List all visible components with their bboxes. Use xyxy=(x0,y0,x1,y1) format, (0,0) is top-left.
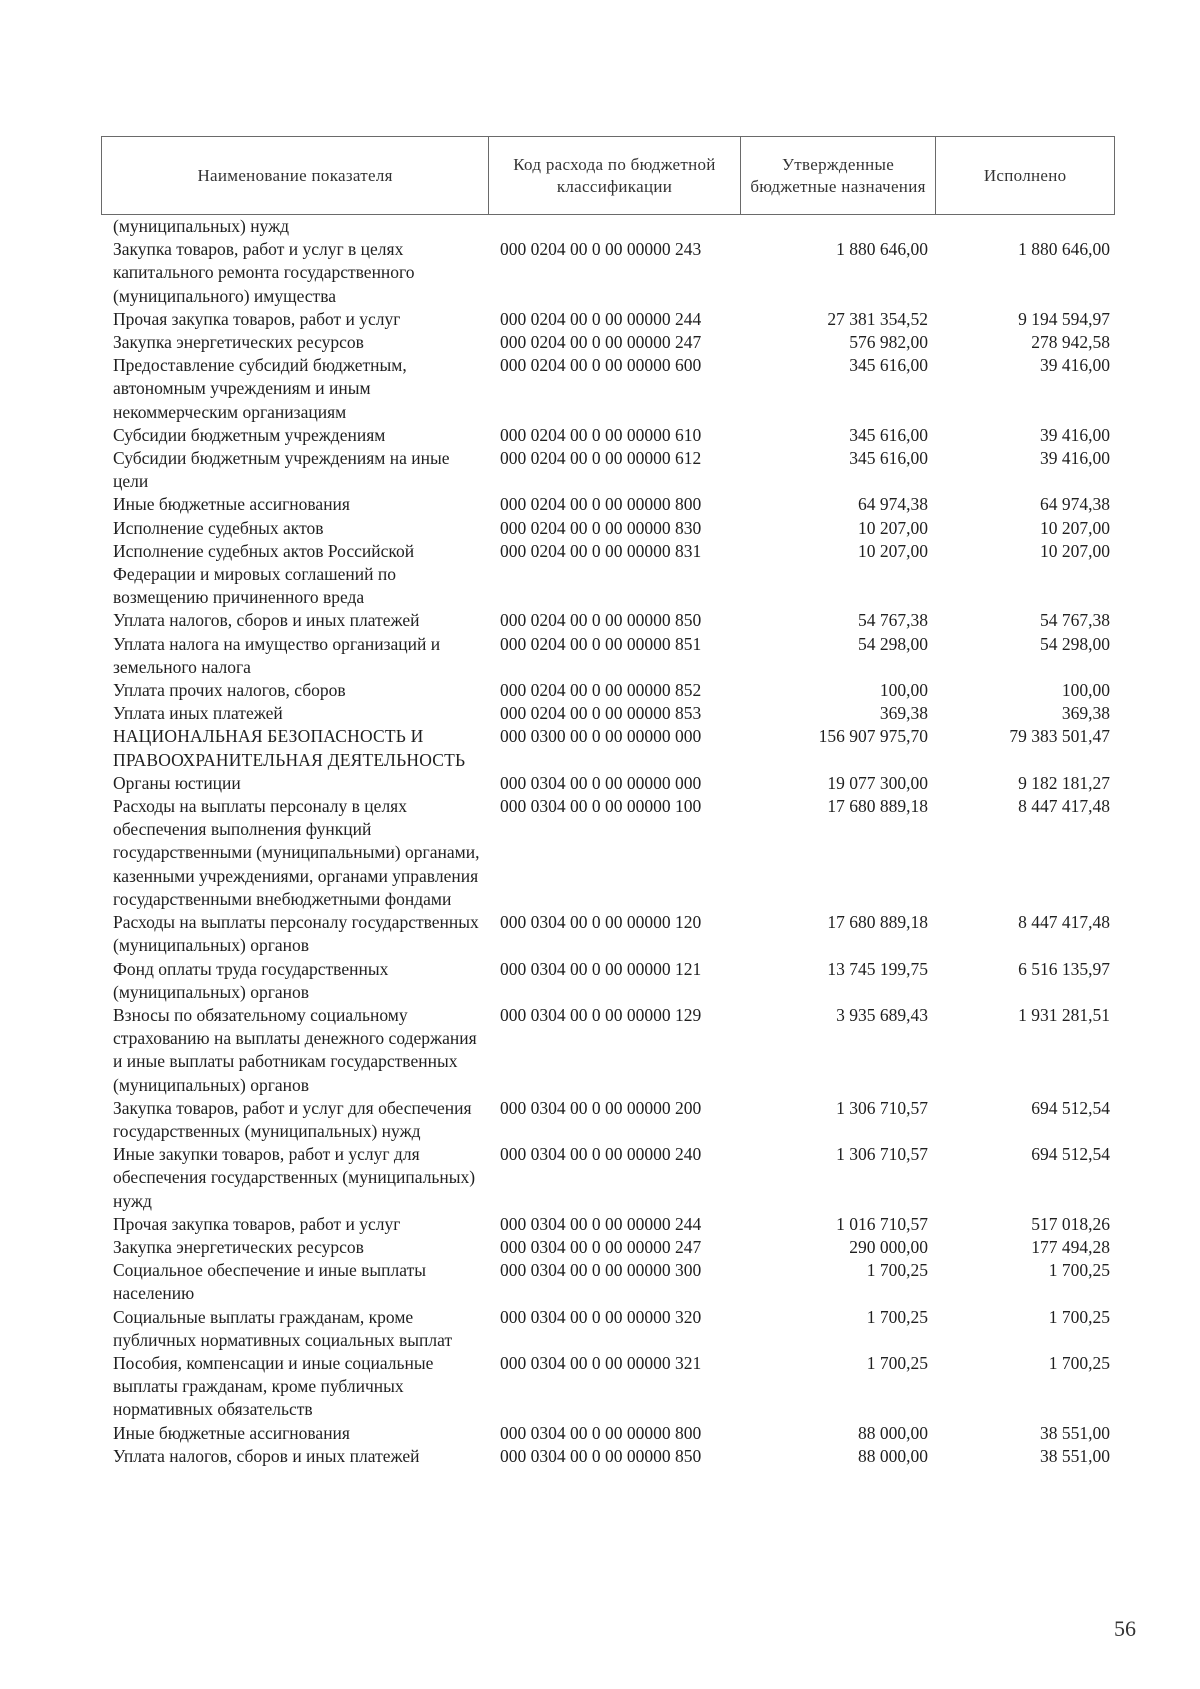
row-executed: 1 700,25 xyxy=(1048,1352,1110,1373)
table-row xyxy=(113,354,1113,424)
table-row xyxy=(113,308,1113,331)
row-name: Исполнение судебных актов Российской Федерации и мировых соглашений по возмещению причиненного вреда xyxy=(113,540,415,608)
table-row xyxy=(113,424,1113,447)
table-row xyxy=(113,609,1113,632)
row-approved: 10 207,00 xyxy=(858,517,928,538)
row-code: 000 0300 00 0 00 00000 000 xyxy=(500,726,702,747)
row-approved: 1 700,25 xyxy=(866,1352,928,1373)
row-executed: 369,38 xyxy=(1061,703,1110,724)
table-row xyxy=(113,540,1113,610)
row-name: Уплата налогов, сборов и иных платежей xyxy=(113,610,420,631)
row-executed: 39 416,00 xyxy=(1040,355,1110,376)
row-name: Закупка товаров, работ и услуг в целях капитального ремонта государственного (муниципального) имущества xyxy=(113,239,415,306)
row-name: Иные бюджетные ассигнования xyxy=(113,494,350,515)
row-name: Расходы на выплаты персоналу государственных (муниципальных) органов xyxy=(113,912,479,956)
row-code: 000 0304 00 0 00 00000 300 xyxy=(500,1260,702,1281)
row-code: 000 0204 00 0 00 00000 243 xyxy=(500,239,702,260)
row-name: Закупка товаров, работ и услуг для обеспечения государственных (муниципальных) нужд xyxy=(113,1097,472,1141)
row-approved: 1 016 710,57 xyxy=(836,1213,928,1234)
row-approved: 54 767,38 xyxy=(858,610,928,631)
table-row xyxy=(113,702,1113,725)
row-code: 000 0304 00 0 00 00000 247 xyxy=(500,1236,702,1257)
row-name: Предоставление субсидий бюджетным, автономным учреждениям и иным некоммерческим организациям xyxy=(113,355,407,422)
row-name: Уплата прочих налогов, сборов xyxy=(113,680,346,701)
row-code: 000 0304 00 0 00 00000 129 xyxy=(500,1004,702,1025)
row-code: 000 0304 00 0 00 00000 800 xyxy=(500,1422,702,1443)
row-approved: 369,38 xyxy=(879,703,928,724)
row-name: Субсидии бюджетным учреждениям на иные цели xyxy=(113,448,450,492)
table-row xyxy=(113,331,1113,354)
row-code: 000 0304 00 0 00 00000 121 xyxy=(500,958,702,979)
table-row xyxy=(113,1213,1113,1236)
row-name: Закупка энергетических ресурсов xyxy=(113,332,364,353)
row-name: Социальное обеспечение и иные выплаты населению xyxy=(113,1260,427,1304)
row-executed: 6 516 135,97 xyxy=(1018,958,1110,979)
row-code: 000 0304 00 0 00 00000 120 xyxy=(500,912,702,933)
row-executed: 38 551,00 xyxy=(1040,1422,1110,1443)
table-row xyxy=(113,1445,1113,1468)
row-name: Уплата иных платежей xyxy=(113,703,283,724)
row-executed: 1 931 281,51 xyxy=(1018,1004,1110,1025)
row-name: Социальные выплаты гражданам, кроме публичных нормативных социальных выплат xyxy=(113,1306,453,1350)
row-code: 000 0304 00 0 00 00000 100 xyxy=(500,796,702,817)
row-executed: 38 551,00 xyxy=(1040,1445,1110,1466)
row-name: Субсидии бюджетным учреждениям xyxy=(113,424,386,445)
row-code: 000 0304 00 0 00 00000 000 xyxy=(500,772,702,793)
table-row xyxy=(113,772,1113,795)
row-name: Прочая закупка товаров, работ и услуг xyxy=(113,308,401,329)
row-executed: 177 494,28 xyxy=(1031,1236,1110,1257)
row-name: НАЦИОНАЛЬНАЯ БЕЗОПАСНОСТЬ И ПРАВООХРАНИТЕЛЬНАЯ ДЕЯТЕЛЬНОСТЬ xyxy=(113,726,466,770)
row-approved: 10 207,00 xyxy=(858,540,928,561)
row-approved: 64 974,38 xyxy=(858,494,928,515)
row-approved: 345 616,00 xyxy=(849,424,928,445)
row-executed: 10 207,00 xyxy=(1040,517,1110,538)
row-name: Закупка энергетических ресурсов xyxy=(113,1236,364,1257)
table-header xyxy=(101,136,1115,215)
row-executed: 8 447 417,48 xyxy=(1018,796,1110,817)
row-name: Уплата налога на имущество организаций и земельного налога xyxy=(113,633,441,677)
row-executed: 9 182 181,27 xyxy=(1018,772,1110,793)
row-name: Взносы по обязательному социальному страхованию на выплаты денежного содержания и иные выплаты работникам государственных (муниципальных) органов xyxy=(113,1004,477,1095)
row-approved: 1 700,25 xyxy=(866,1306,928,1327)
row-name: Уплата налогов, сборов и иных платежей xyxy=(113,1445,420,1466)
row-executed: 1 700,25 xyxy=(1048,1260,1110,1281)
row-name: Расходы на выплаты персоналу в целях обеспечения выполнения функций государственными (муниципальными) органами, казенными учреждениями, органами управления государственными внебюджетными фондами xyxy=(113,796,480,909)
row-code: 000 0304 00 0 00 00000 244 xyxy=(500,1213,702,1234)
row-approved: 27 381 354,52 xyxy=(827,308,928,329)
row-approved: 1 306 710,57 xyxy=(836,1144,928,1165)
row-code: 000 0204 00 0 00 00000 610 xyxy=(500,424,702,445)
row-name: Фонд оплаты труда государственных (муниципальных) органов xyxy=(113,958,389,1002)
table-row xyxy=(113,1259,1113,1305)
row-executed: 8 447 417,48 xyxy=(1018,912,1110,933)
row-code: 000 0204 00 0 00 00000 600 xyxy=(500,355,702,376)
row-executed: 39 416,00 xyxy=(1040,448,1110,469)
row-code: 000 0204 00 0 00 00000 852 xyxy=(500,680,702,701)
row-name: Иные закупки товаров, работ и услуг для обеспечения государственных (муниципальных) нужд xyxy=(113,1144,476,1211)
row-approved: 345 616,00 xyxy=(849,355,928,376)
row-approved: 576 982,00 xyxy=(849,332,928,353)
table-row xyxy=(113,1422,1113,1445)
row-approved: 1 306 710,57 xyxy=(836,1097,928,1118)
table-row xyxy=(113,493,1113,516)
row-code: 000 0204 00 0 00 00000 831 xyxy=(500,540,702,561)
row-executed: 54 767,38 xyxy=(1040,610,1110,631)
row-approved: 54 298,00 xyxy=(858,633,928,654)
row-approved: 345 616,00 xyxy=(849,448,928,469)
table-row xyxy=(113,517,1113,540)
row-code: 000 0204 00 0 00 00000 830 xyxy=(500,517,702,538)
row-executed: 1 880 646,00 xyxy=(1018,239,1110,260)
header-code-column: Код расхода по бюджетной классификации xyxy=(489,137,741,214)
table-row xyxy=(113,679,1113,702)
row-name: Исполнение судебных актов xyxy=(113,517,324,538)
row-approved: 3 935 689,43 xyxy=(836,1004,928,1025)
row-executed: 39 416,00 xyxy=(1040,424,1110,445)
row-code: 000 0204 00 0 00 00000 853 xyxy=(500,703,702,724)
header-name-column: Наименование показателя xyxy=(102,137,489,214)
table-row xyxy=(113,1236,1113,1259)
row-code: 000 0204 00 0 00 00000 851 xyxy=(500,633,702,654)
table-row xyxy=(113,725,1113,771)
table-row xyxy=(113,958,1113,1004)
row-code: 000 0304 00 0 00 00000 320 xyxy=(500,1306,702,1327)
row-approved: 88 000,00 xyxy=(858,1422,928,1443)
row-executed: 54 298,00 xyxy=(1040,633,1110,654)
row-executed: 9 194 594,97 xyxy=(1018,308,1110,329)
row-name: (муниципальных) нужд xyxy=(113,216,290,236)
row-code: 000 0304 00 0 00 00000 240 xyxy=(500,1144,702,1165)
row-approved: 156 907 975,70 xyxy=(818,726,928,747)
table-row xyxy=(113,633,1113,679)
row-approved: 13 745 199,75 xyxy=(827,958,928,979)
row-name: Органы юстиции xyxy=(113,772,241,793)
row-approved: 19 077 300,00 xyxy=(827,772,928,793)
table-row xyxy=(113,1097,1113,1143)
row-code: 000 0204 00 0 00 00000 850 xyxy=(500,610,702,631)
row-name: Прочая закупка товаров, работ и услуг xyxy=(113,1213,401,1234)
row-executed: 64 974,38 xyxy=(1040,494,1110,515)
table-row xyxy=(113,1143,1113,1213)
row-code: 000 0204 00 0 00 00000 247 xyxy=(500,332,702,353)
table-row xyxy=(113,447,1113,493)
table-row xyxy=(113,238,1113,308)
row-approved: 100,00 xyxy=(879,680,928,701)
row-approved: 1 700,25 xyxy=(866,1260,928,1281)
row-code: 000 0204 00 0 00 00000 800 xyxy=(500,494,702,515)
row-approved: 17 680 889,18 xyxy=(827,796,928,817)
row-code: 000 0304 00 0 00 00000 321 xyxy=(500,1352,702,1373)
row-executed: 517 018,26 xyxy=(1031,1213,1110,1234)
row-approved: 290 000,00 xyxy=(849,1236,928,1257)
table-row xyxy=(113,1004,1113,1097)
row-executed: 694 512,54 xyxy=(1031,1144,1110,1165)
row-executed: 79 383 501,47 xyxy=(1009,726,1110,747)
row-name: Пособия, компенсации и иные социальные выплаты гражданам, кроме публичных нормативных обязательств xyxy=(113,1352,434,1420)
header-executed-column: Исполнено xyxy=(983,165,1067,185)
row-code: 000 0204 00 0 00 00000 244 xyxy=(500,308,702,329)
row-approved: 17 680 889,18 xyxy=(827,912,928,933)
row-executed: 278 942,58 xyxy=(1031,332,1110,353)
row-name: Иные бюджетные ассигнования xyxy=(113,1422,350,1443)
row-code: 000 0304 00 0 00 00000 200 xyxy=(500,1097,702,1118)
row-approved: 1 880 646,00 xyxy=(836,239,928,260)
table-row xyxy=(113,911,1113,957)
row-executed: 694 512,54 xyxy=(1031,1097,1110,1118)
row-approved: 88 000,00 xyxy=(858,1445,928,1466)
table-body xyxy=(113,215,1113,1468)
table-row xyxy=(113,1352,1113,1422)
row-code: 000 0204 00 0 00 00000 612 xyxy=(500,448,702,469)
row-code: 000 0304 00 0 00 00000 850 xyxy=(500,1445,702,1466)
table-row xyxy=(113,795,1113,911)
table-row xyxy=(113,215,1113,238)
row-executed: 10 207,00 xyxy=(1040,540,1110,561)
table-row xyxy=(113,1306,1113,1352)
row-executed: 1 700,25 xyxy=(1048,1306,1110,1327)
row-executed: 100,00 xyxy=(1061,680,1110,701)
header-approved-column: Утвержденные бюджетные назначения xyxy=(741,137,937,214)
page-number: 56 xyxy=(1114,1616,1136,1641)
